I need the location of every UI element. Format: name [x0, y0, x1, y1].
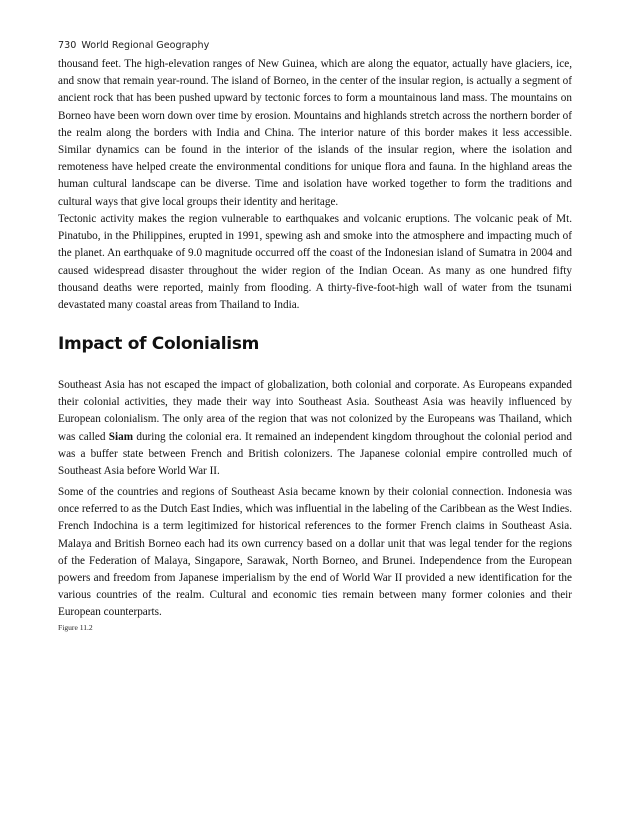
running-header [58, 40, 209, 51]
section-heading: Impact of Colonialism [58, 334, 260, 354]
paragraph-colonial-connection: Some of the countries and regions of Southeast Asia became known by their colonial connection. Indonesia was once referred to as the Dutch East Indies, which was influential in the labeling of the Caribbean as the West Indies. French Indochina is a term legitimized for historical references to the former French claims in Southeast Asia. Malaya and British Borneo each had its own currency based on a dollar unit that was legal tender for the regions of the Federation of Malaya, Singapore, Sarawak, North Borneo, and Brunei. Independence from the European powers and freedom from Japanese imperialism by the end of World War II provided a new identification for the various countries of the realm. Cultural and economic ties remain between many former colonies and their European counterparts. [58, 486, 572, 619]
paragraph-colonial-impact [58, 377, 572, 480]
paragraph-mountains: thousand feet. The high-elevation ranges of New Guinea, which are along the equator, actually have glaciers, ice, and snow that remain year-round. The island of Borneo, in the center of the insular region, is actually a segment of ancient rock that has been pushed upward by tectonic forces to form a mountainous land mass. The mountains on Borneo have been worn down over time by erosion. Mountains and highlands stretch across the northern border of the realm along the borders with India and China. The interior nature of this border makes it less accessible. Similar dynamics can be found in the interior of the islands of the insular region, where the isolation and remoteness have helped create the environmental conditions for unique flora and fauna. In the highland areas the human cultural landscape can be diverse. Time and isolation have worked together to form the traditions and cultural ways that give local groups their identity and heritage. [58, 58, 572, 208]
book-title: World Regional Geography [81, 40, 210, 51]
paragraph-text: during the colonial era. It remained an independent kingdom throughout the colonial period and was a buffer state between French and British colonizers. The Japanese colonial empire controlled much of Southeast Asia before World War II. [58, 430, 572, 478]
paragraph-text: Southeast Asia has not escaped the impact of globalization, both colonial and corporate. As Europeans expanded their colonial activities, they made their way into Southeast Asia. Southeast Asia was heavily influenced by European colonialism. The only area of the region that was not colonized by the Europeans was Thailand, which was called [58, 379, 572, 443]
bold-term-siam: Siam [108, 430, 134, 443]
paragraph-tectonic-activity: Tectonic activity makes the region vulnerable to earthquakes and volcanic eruptions. The volcanic peak of Mt. Pinatubo, in the Philippines, erupted in 1991, spewing ash and smoke into the atmosphere and impacting much of the planet. An earthquake of 9.0 magnitude occurred off the coast of the Indonesian island of Sumatra in 2004 and caused widespread disaster throughout the wider region of the Indian Ocean. As many as one hundred fifty thousand deaths were reported, mainly from flooding. A thirty-five-foot-high wall of water from the tsunami devastated many coastal areas from Thailand to India. [58, 213, 572, 312]
page-number: 730 [58, 40, 77, 51]
figure-caption: Figure 11.2 [58, 623, 93, 632]
